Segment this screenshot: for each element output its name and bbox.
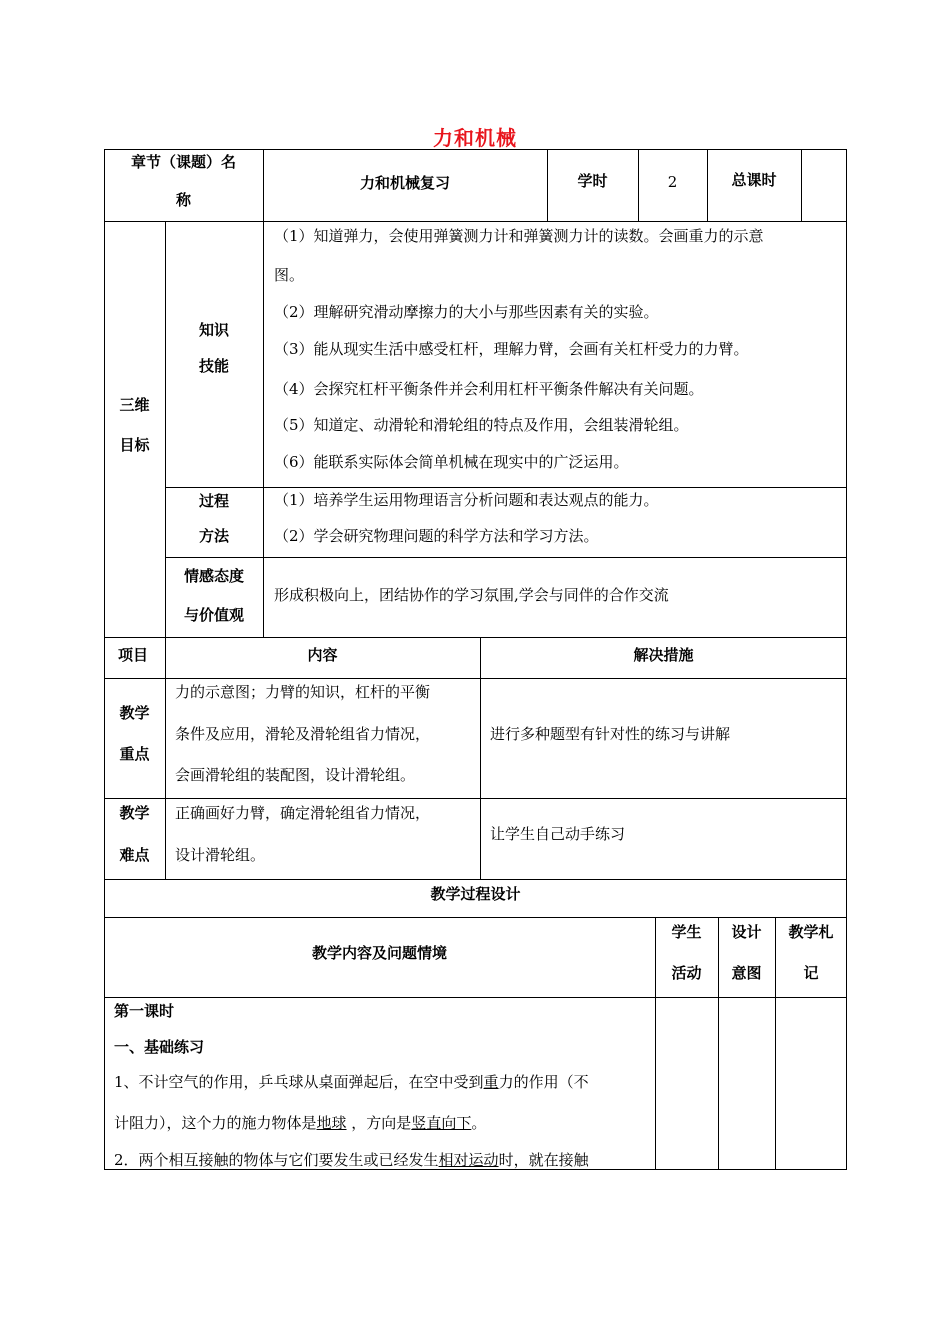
question-1-line-2: 计阻力），这个力的施力物体是地球 ，方向是竖直向下。 (114, 1114, 487, 1132)
process-label: 过程 (198, 492, 229, 510)
col-divider (655, 917, 656, 1170)
col-notes-header: 教学札 (788, 923, 834, 941)
key-points-content: 力的示意图；力臂的知识，杠杆的平衡 (175, 683, 431, 701)
col-student-header-cont: 活动 (671, 964, 702, 982)
difficulties-label: 教学 (119, 804, 150, 822)
section-heading: 一、基础练习 (114, 1038, 205, 1056)
col-student-header: 学生 (671, 923, 702, 941)
col-notes-header-cont: 记 (803, 964, 819, 982)
col-item-header: 项目 (118, 646, 149, 664)
col-divider (263, 221, 264, 638)
key-points-measure: 进行多种题型有针对性的练习与讲解 (490, 725, 731, 743)
lesson-name: 力和机械复习 (359, 174, 450, 192)
knowledge-label-cont: 技能 (198, 357, 229, 375)
row-divider (104, 917, 847, 918)
knowledge-item: 图。 (274, 266, 305, 284)
attitude-label-cont: 与价值观 (183, 606, 244, 624)
knowledge-item: （1）知道弹力，会使用弹簧测力计和弹簧测力计的读数。会画重力的示意 (274, 227, 764, 245)
col-divider (718, 917, 719, 1170)
knowledge-item: （4）会探究杠杆平衡条件并会利用杠杆平衡条件解决有关问题。 (274, 380, 704, 398)
row-divider (104, 221, 847, 222)
attitude-label: 情感态度 (183, 567, 244, 585)
key-points-content: 会画滑轮组的装配图，设计滑轮组。 (175, 766, 416, 784)
knowledge-item: （3）能从现实生活中感受杠杆，理解力臂，会画有关杠杆受力的力臂。 (274, 340, 749, 358)
col-measures-header: 解决措施 (633, 646, 694, 664)
chapter-label: 章节（课题）名 (130, 153, 236, 171)
process-design-title: 教学过程设计 (430, 885, 521, 903)
page-title: 力和机械 (433, 126, 517, 150)
col-divider (775, 917, 776, 1170)
question-1-line-1: 1、不计空气的作用，乒乓球从桌面弹起后，在空中受到重力的作用（不 (114, 1073, 589, 1091)
key-points-label-cont: 重点 (119, 745, 150, 763)
difficulties-label-cont: 难点 (119, 846, 150, 864)
hours-value: 2 (667, 173, 678, 191)
process-label-cont: 方法 (198, 527, 229, 545)
total-hours-label: 总课时 (731, 171, 777, 189)
col-design-header-cont: 意图 (731, 964, 762, 982)
col-design-header: 设计 (731, 923, 762, 941)
col-divider (480, 637, 481, 880)
difficulties-measure: 让学生自己动手练习 (490, 825, 626, 843)
col-divider (801, 149, 802, 221)
knowledge-item: （5）知道定、动滑轮和滑轮组的特点及作用，会组装滑轮组。 (274, 416, 689, 434)
difficulties-content: 设计滑轮组。 (175, 846, 266, 864)
goals-label-cont: 目标 (119, 436, 150, 454)
row-divider (165, 557, 847, 558)
knowledge-item: （6）能联系实际体会简单机械在现实中的广泛运用。 (274, 453, 629, 471)
row-divider (104, 997, 847, 998)
attitude-text: 形成积极向上，团结协作的学习氛围,学会与同伴的合作交流 (274, 586, 669, 604)
col-content-header: 教学内容及问题情境 (311, 944, 447, 962)
key-points-label: 教学 (119, 704, 150, 722)
col-content-header: 内容 (307, 646, 338, 664)
process-item: （2）学会研究物理问题的科学方法和学习方法。 (274, 527, 599, 545)
chapter-label-cont: 称 (175, 191, 191, 209)
difficulties-content: 正确画好力臂，确定滑轮组省力情况， (175, 804, 431, 822)
knowledge-item: （2）理解研究滑动摩擦力的大小与那些因素有关的实验。 (274, 303, 659, 321)
key-points-content: 条件及应用，滑轮及滑轮组省力情况， (175, 725, 431, 743)
hours-label: 学时 (577, 172, 608, 190)
process-item: （1）培养学生运用物理语言分析问题和表达观点的能力。 (274, 491, 659, 509)
row-divider (104, 678, 847, 679)
knowledge-label: 知识 (198, 321, 229, 339)
question-2-line-1: 2．两个相互接触的物体与它们要发生或已经发生相对运动时，就在接触 (114, 1151, 589, 1169)
col-divider (165, 637, 166, 880)
goals-label: 三维 (119, 396, 150, 414)
lesson-heading: 第一课时 (114, 1002, 175, 1020)
row-divider (104, 798, 847, 799)
